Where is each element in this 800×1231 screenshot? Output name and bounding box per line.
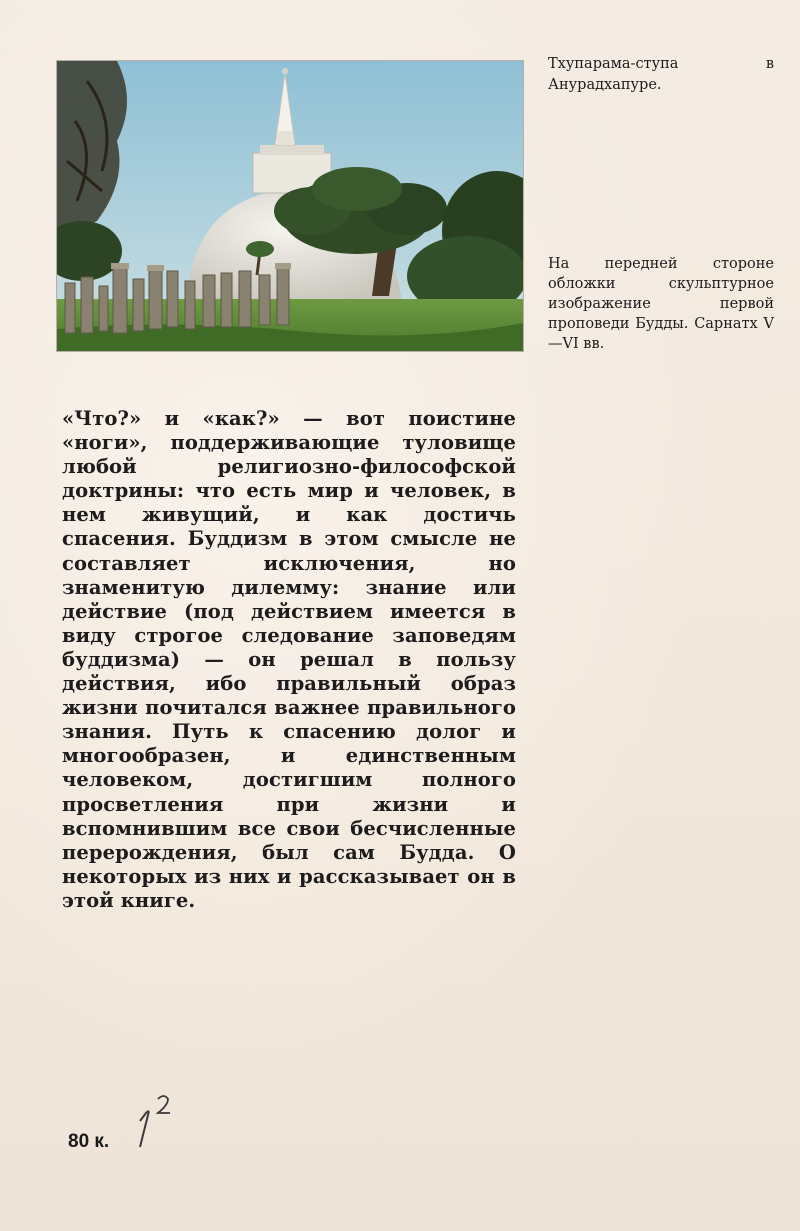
photo-caption: Тхупарама-ступа в Анурадхапуре. <box>548 56 774 93</box>
handwritten-mark-icon <box>118 1085 178 1155</box>
stupa-photo <box>56 60 524 352</box>
cover-caption: На передней стороне обложки скульптурное изображение первой проповеди Будды. Сарнатх V—VI вв. <box>548 256 774 352</box>
annotation-text: «Что?» и «как?» — вот поистине «ноги», поддерживающие туловище любой религиозно-философской доктрины: что есть мир и человек, в нем живущий, и как достичь спасения. Буддизм в этом смысле не составляет исключения, но знаменитую дилемму: знание или действие (под действием имеется в виду строгое следование заповедям буддизма) — он решал в пользу действия, ибо правильный образ жизни почитался важнее правильного знания. Путь к спасению долог и многообразен, и единственным человеком, достигшим полного просветления при жизни и вспомнившим все свои бесчисленные перерождения, был сам Будда. О некоторых из них и рассказывает он в этой книге. <box>62 407 516 912</box>
price-label: 80 к. <box>68 1131 110 1152</box>
stupa-photo-icon <box>57 61 523 351</box>
